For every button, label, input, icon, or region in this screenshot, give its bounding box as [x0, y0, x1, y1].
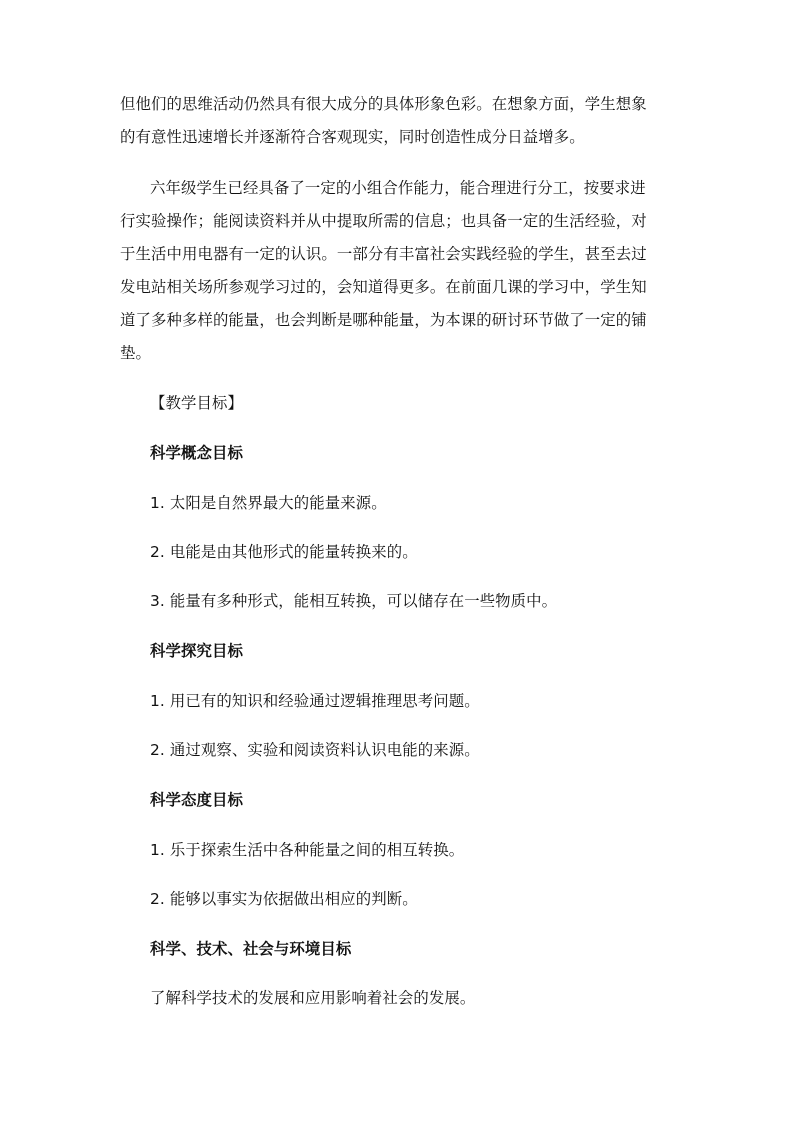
text-line: 但他们的思维活动仍然具有很大成分的具体形象色彩。在想象方面，学生想象 [120, 95, 647, 113]
list-item: 2. 能够以事实为依据做出相应的判断。 [150, 890, 418, 908]
heading-concept-goals: 科学概念目标 [150, 444, 243, 462]
list-item: 2. 通过观察、实验和阅读资料认识电能的来源。 [150, 741, 480, 759]
list-item: 1. 太阳是自然界最大的能量来源。 [150, 494, 387, 512]
text-line: 六年级学生已经具备了一定的小组合作能力，能合理进行分工，按要求进 [150, 179, 646, 197]
heading-attitude-goals: 科学态度目标 [150, 791, 243, 809]
heading-stse-goals: 科学、技术、社会与环境目标 [150, 940, 352, 958]
text-line: 发电站相关场所参观学习过的，会知道得更多。在前面几课的学习中，学生知 [120, 278, 647, 296]
text-line: 垫。 [120, 344, 151, 362]
list-item: 3. 能量有多种形式，能相互转换，可以储存在一些物质中。 [150, 592, 558, 610]
text-line: 的有意性迅速增长并逐渐符合客观现实，同时创造性成分日益增多。 [120, 128, 585, 146]
text-line: 于生活中用电器有一定的认识。一部分有丰富社会实践经验的学生，甚至去过 [120, 245, 647, 263]
heading-inquiry-goals: 科学探究目标 [150, 642, 243, 660]
text-line: 行实验操作；能阅读资料并从中提取所需的信息；也具备一定的生活经验，对 [120, 212, 647, 230]
list-item: 2. 电能是由其他形式的能量转换来的。 [150, 543, 418, 561]
text-line: 道了多种多样的能量，也会判断是哪种能量，为本课的研讨环节做了一定的铺 [120, 311, 647, 329]
list-item: 1. 用已有的知识和经验通过逻辑推理思考问题。 [150, 692, 480, 710]
section-title-teaching-goals: 【教学目标】 [150, 394, 243, 412]
stse-goal-text: 了解科学技术的发展和应用影响着社会的发展。 [150, 989, 476, 1007]
list-item: 1. 乐于探索生活中各种能量之间的相互转换。 [150, 841, 465, 859]
